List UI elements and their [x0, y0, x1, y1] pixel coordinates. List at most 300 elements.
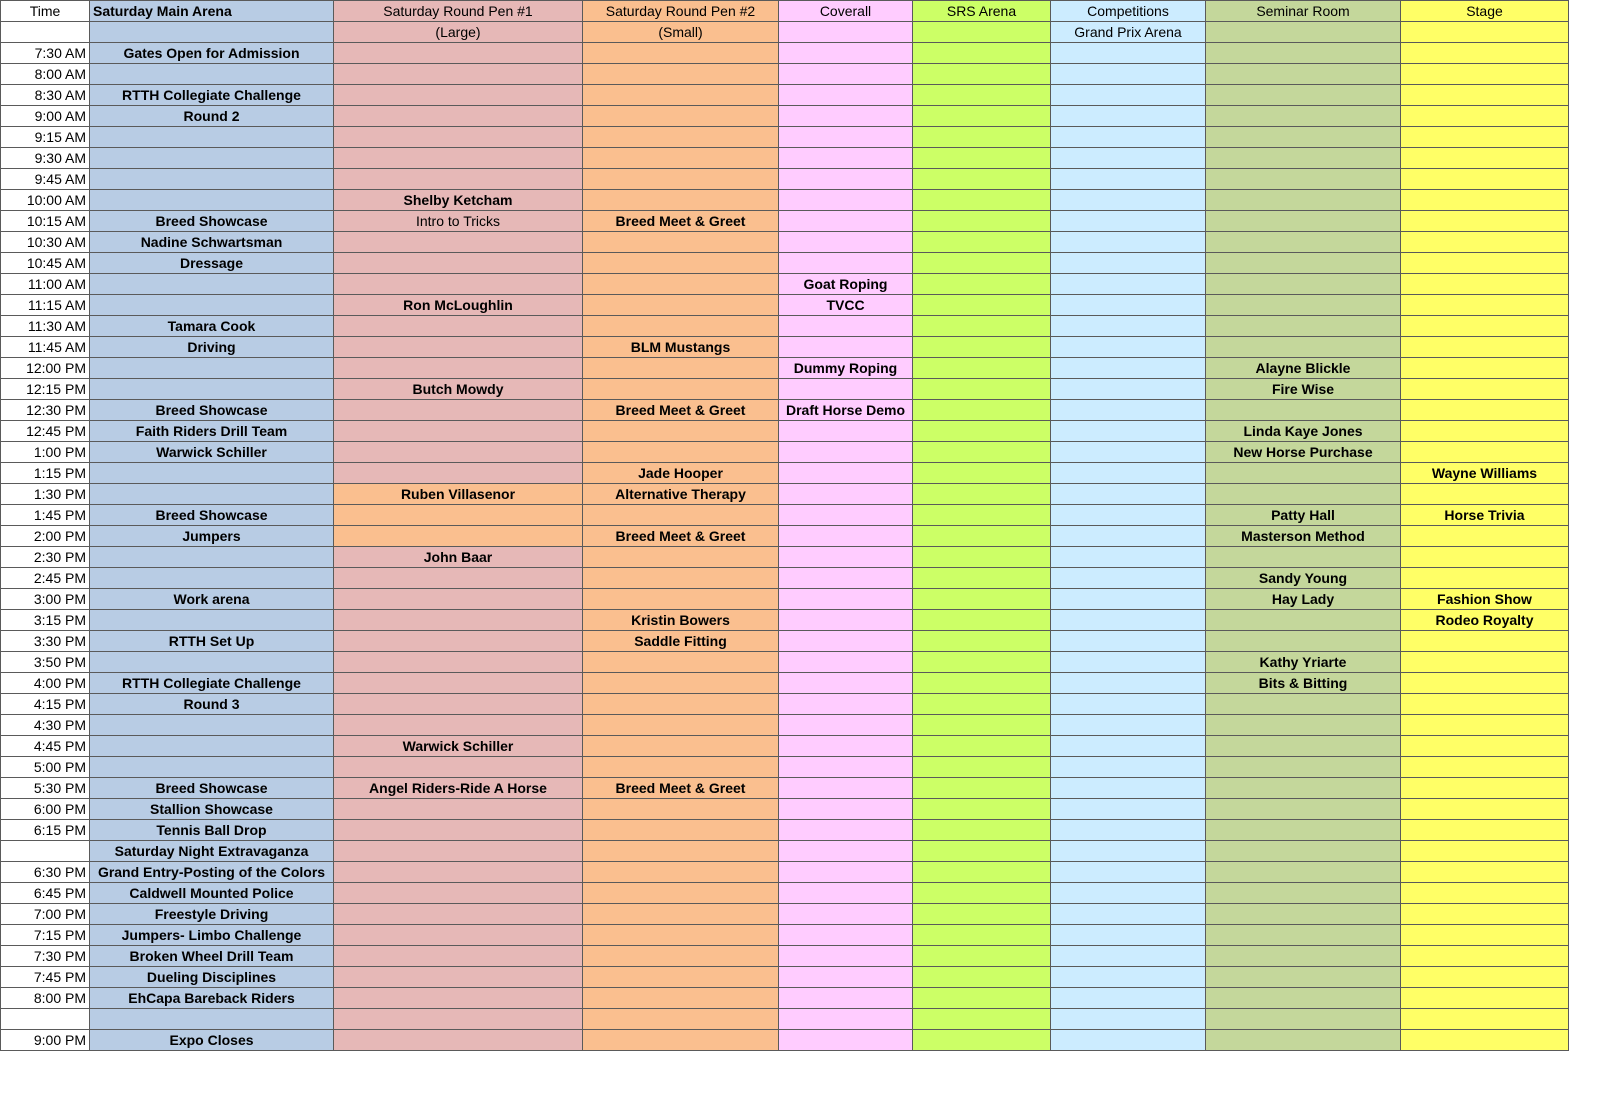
schedule-cell[interactable]	[583, 862, 779, 883]
schedule-cell[interactable]	[583, 1030, 779, 1051]
schedule-cell[interactable]	[1206, 694, 1401, 715]
column-header[interactable]: Time	[1, 1, 90, 22]
schedule-cell[interactable]	[1206, 883, 1401, 904]
schedule-cell[interactable]	[1051, 862, 1206, 883]
schedule-cell[interactable]	[1206, 715, 1401, 736]
column-subheader[interactable]: (Large)	[334, 22, 583, 43]
schedule-cell[interactable]	[583, 568, 779, 589]
schedule-cell[interactable]: Breed Showcase	[90, 211, 334, 232]
schedule-cell[interactable]	[1051, 799, 1206, 820]
schedule-cell[interactable]: Butch Mowdy	[334, 379, 583, 400]
schedule-cell[interactable]	[779, 946, 913, 967]
schedule-cell[interactable]	[1051, 64, 1206, 85]
schedule-cell[interactable]	[1401, 883, 1569, 904]
schedule-cell[interactable]	[1206, 337, 1401, 358]
schedule-cell[interactable]	[583, 925, 779, 946]
schedule-cell[interactable]	[583, 988, 779, 1009]
schedule-cell[interactable]	[913, 421, 1051, 442]
schedule-cell[interactable]	[779, 673, 913, 694]
schedule-cell[interactable]	[1206, 757, 1401, 778]
schedule-cell[interactable]: Kristin Bowers	[583, 610, 779, 631]
time-cell[interactable]: 3:15 PM	[1, 610, 90, 631]
schedule-cell[interactable]: Breed Showcase	[90, 505, 334, 526]
schedule-cell[interactable]	[913, 400, 1051, 421]
schedule-cell[interactable]	[1051, 232, 1206, 253]
schedule-cell[interactable]	[913, 589, 1051, 610]
schedule-cell[interactable]	[1401, 715, 1569, 736]
time-cell[interactable]: 12:30 PM	[1, 400, 90, 421]
schedule-cell[interactable]	[1401, 106, 1569, 127]
schedule-cell[interactable]: Work arena	[90, 589, 334, 610]
time-cell[interactable]: 10:30 AM	[1, 232, 90, 253]
schedule-cell[interactable]	[583, 715, 779, 736]
time-cell[interactable]: 10:15 AM	[1, 211, 90, 232]
schedule-cell[interactable]	[1051, 736, 1206, 757]
schedule-cell[interactable]	[1401, 316, 1569, 337]
time-cell[interactable]: 8:00 PM	[1, 988, 90, 1009]
schedule-cell[interactable]: Wayne Williams	[1401, 463, 1569, 484]
schedule-cell[interactable]: Breed Meet & Greet	[583, 526, 779, 547]
time-cell[interactable]: 3:50 PM	[1, 652, 90, 673]
column-header[interactable]: Stage	[1401, 1, 1569, 22]
schedule-cell[interactable]: Hay Lady	[1206, 589, 1401, 610]
schedule-cell[interactable]	[779, 631, 913, 652]
schedule-cell[interactable]	[1206, 610, 1401, 631]
schedule-cell[interactable]	[1051, 1009, 1206, 1030]
schedule-cell[interactable]	[779, 337, 913, 358]
schedule-cell[interactable]	[779, 799, 913, 820]
schedule-cell[interactable]	[913, 358, 1051, 379]
column-header[interactable]: Seminar Room	[1206, 1, 1401, 22]
schedule-cell[interactable]	[334, 127, 583, 148]
schedule-cell[interactable]	[913, 1009, 1051, 1030]
schedule-cell[interactable]	[583, 127, 779, 148]
schedule-cell[interactable]	[1206, 841, 1401, 862]
schedule-cell[interactable]	[779, 904, 913, 925]
schedule-cell[interactable]	[90, 610, 334, 631]
schedule-cell[interactable]	[779, 1009, 913, 1030]
schedule-cell[interactable]	[1401, 526, 1569, 547]
schedule-cell[interactable]	[779, 547, 913, 568]
schedule-cell[interactable]	[1051, 463, 1206, 484]
schedule-cell[interactable]	[913, 274, 1051, 295]
schedule-cell[interactable]: Alternative Therapy	[583, 484, 779, 505]
schedule-cell[interactable]: Rodeo Royalty	[1401, 610, 1569, 631]
schedule-cell[interactable]: Sandy Young	[1206, 568, 1401, 589]
schedule-cell[interactable]	[1401, 43, 1569, 64]
time-cell[interactable]: 4:30 PM	[1, 715, 90, 736]
schedule-cell[interactable]	[583, 64, 779, 85]
schedule-cell[interactable]: Saturday Night Extravaganza	[90, 841, 334, 862]
schedule-cell[interactable]	[1206, 925, 1401, 946]
schedule-cell[interactable]: Angel Riders-Ride A Horse	[334, 778, 583, 799]
schedule-cell[interactable]: Jade Hooper	[583, 463, 779, 484]
schedule-cell[interactable]	[779, 169, 913, 190]
schedule-cell[interactable]	[1401, 799, 1569, 820]
schedule-cell[interactable]	[779, 526, 913, 547]
schedule-cell[interactable]	[583, 946, 779, 967]
schedule-cell[interactable]	[1051, 316, 1206, 337]
schedule-cell[interactable]	[779, 568, 913, 589]
schedule-cell[interactable]	[1051, 274, 1206, 295]
schedule-cell[interactable]: Ruben Villasenor	[334, 484, 583, 505]
schedule-cell[interactable]	[913, 925, 1051, 946]
schedule-cell[interactable]	[334, 610, 583, 631]
schedule-cell[interactable]: Breed Showcase	[90, 778, 334, 799]
schedule-cell[interactable]	[1206, 169, 1401, 190]
schedule-cell[interactable]	[334, 358, 583, 379]
schedule-cell[interactable]	[1401, 337, 1569, 358]
column-header[interactable]: Saturday Main Arena	[90, 1, 334, 22]
schedule-cell[interactable]	[1206, 295, 1401, 316]
schedule-cell[interactable]	[1051, 358, 1206, 379]
schedule-cell[interactable]: RTTH Collegiate Challenge	[90, 85, 334, 106]
schedule-cell[interactable]	[1051, 400, 1206, 421]
schedule-cell[interactable]	[583, 883, 779, 904]
time-cell[interactable]: 11:45 AM	[1, 337, 90, 358]
schedule-cell[interactable]: Linda Kaye Jones	[1206, 421, 1401, 442]
time-cell[interactable]: 9:30 AM	[1, 148, 90, 169]
schedule-cell[interactable]: Driving	[90, 337, 334, 358]
time-cell[interactable]: 4:15 PM	[1, 694, 90, 715]
schedule-cell[interactable]	[583, 85, 779, 106]
schedule-cell[interactable]	[334, 337, 583, 358]
schedule-cell[interactable]	[334, 253, 583, 274]
schedule-cell[interactable]	[334, 631, 583, 652]
column-subheader[interactable]	[1206, 22, 1401, 43]
schedule-cell[interactable]	[913, 841, 1051, 862]
schedule-cell[interactable]: Broken Wheel Drill Team	[90, 946, 334, 967]
column-subheader[interactable]	[1, 22, 90, 43]
schedule-cell[interactable]	[779, 652, 913, 673]
schedule-cell[interactable]	[1051, 148, 1206, 169]
time-cell[interactable]: 9:00 AM	[1, 106, 90, 127]
schedule-cell[interactable]: Intro to Tricks	[334, 211, 583, 232]
schedule-cell[interactable]	[90, 1009, 334, 1030]
schedule-cell[interactable]	[1401, 988, 1569, 1009]
schedule-cell[interactable]	[1051, 421, 1206, 442]
schedule-cell[interactable]: Fire Wise	[1206, 379, 1401, 400]
schedule-cell[interactable]	[913, 568, 1051, 589]
schedule-cell[interactable]	[90, 547, 334, 568]
schedule-cell[interactable]	[583, 589, 779, 610]
schedule-cell[interactable]	[779, 316, 913, 337]
schedule-cell[interactable]	[1401, 295, 1569, 316]
schedule-cell[interactable]	[334, 946, 583, 967]
time-cell[interactable]: 11:15 AM	[1, 295, 90, 316]
schedule-cell[interactable]	[583, 757, 779, 778]
schedule-cell[interactable]	[1401, 736, 1569, 757]
schedule-cell[interactable]	[1051, 757, 1206, 778]
schedule-cell[interactable]: Kathy Yriarte	[1206, 652, 1401, 673]
schedule-cell[interactable]: Alayne Blickle	[1206, 358, 1401, 379]
schedule-cell[interactable]	[1206, 253, 1401, 274]
schedule-cell[interactable]	[334, 757, 583, 778]
schedule-cell[interactable]	[583, 820, 779, 841]
schedule-cell[interactable]	[90, 148, 334, 169]
schedule-cell[interactable]	[1401, 568, 1569, 589]
schedule-cell[interactable]	[1401, 631, 1569, 652]
schedule-cell[interactable]	[1401, 379, 1569, 400]
schedule-cell[interactable]	[583, 106, 779, 127]
time-cell[interactable]: 2:00 PM	[1, 526, 90, 547]
schedule-cell[interactable]	[913, 799, 1051, 820]
schedule-cell[interactable]: Shelby Ketcham	[334, 190, 583, 211]
schedule-cell[interactable]	[1051, 505, 1206, 526]
schedule-cell[interactable]	[1051, 211, 1206, 232]
column-header[interactable]: SRS Arena	[913, 1, 1051, 22]
schedule-cell[interactable]	[583, 295, 779, 316]
schedule-cell[interactable]	[1051, 967, 1206, 988]
schedule-cell[interactable]	[779, 64, 913, 85]
schedule-cell[interactable]	[1401, 253, 1569, 274]
column-subheader[interactable]	[913, 22, 1051, 43]
time-cell[interactable]: 2:45 PM	[1, 568, 90, 589]
schedule-cell[interactable]	[334, 694, 583, 715]
schedule-cell[interactable]: Patty Hall	[1206, 505, 1401, 526]
schedule-cell[interactable]	[1401, 127, 1569, 148]
schedule-cell[interactable]	[913, 631, 1051, 652]
schedule-cell[interactable]	[779, 862, 913, 883]
schedule-cell[interactable]	[1206, 1009, 1401, 1030]
schedule-cell[interactable]	[334, 715, 583, 736]
schedule-cell[interactable]	[913, 862, 1051, 883]
schedule-cell[interactable]	[913, 148, 1051, 169]
schedule-cell[interactable]	[913, 946, 1051, 967]
schedule-cell[interactable]	[913, 547, 1051, 568]
schedule-cell[interactable]	[334, 148, 583, 169]
time-cell[interactable]: 6:00 PM	[1, 799, 90, 820]
schedule-cell[interactable]	[1051, 904, 1206, 925]
schedule-cell[interactable]	[334, 505, 583, 526]
schedule-cell[interactable]	[583, 43, 779, 64]
schedule-cell[interactable]	[913, 967, 1051, 988]
schedule-cell[interactable]	[913, 169, 1051, 190]
time-cell[interactable]: 9:15 AM	[1, 127, 90, 148]
schedule-cell[interactable]	[583, 652, 779, 673]
schedule-cell[interactable]	[1206, 85, 1401, 106]
schedule-cell[interactable]	[583, 841, 779, 862]
column-subheader[interactable]	[779, 22, 913, 43]
schedule-cell[interactable]	[779, 757, 913, 778]
schedule-cell[interactable]	[1051, 106, 1206, 127]
time-cell[interactable]: 7:30 AM	[1, 43, 90, 64]
schedule-cell[interactable]: John Baar	[334, 547, 583, 568]
schedule-cell[interactable]	[779, 106, 913, 127]
schedule-cell[interactable]: Dueling Disciplines	[90, 967, 334, 988]
schedule-cell[interactable]	[1051, 715, 1206, 736]
time-cell[interactable]: 7:30 PM	[1, 946, 90, 967]
schedule-cell[interactable]	[1051, 841, 1206, 862]
schedule-cell[interactable]	[913, 211, 1051, 232]
schedule-cell[interactable]	[1206, 64, 1401, 85]
schedule-cell[interactable]	[1051, 1030, 1206, 1051]
schedule-cell[interactable]	[334, 1030, 583, 1051]
schedule-cell[interactable]	[334, 841, 583, 862]
schedule-cell[interactable]	[583, 673, 779, 694]
schedule-cell[interactable]	[1401, 1030, 1569, 1051]
schedule-cell[interactable]	[1401, 400, 1569, 421]
schedule-cell[interactable]	[779, 379, 913, 400]
time-cell[interactable]: 7:45 PM	[1, 967, 90, 988]
schedule-cell[interactable]	[779, 715, 913, 736]
schedule-cell[interactable]	[913, 337, 1051, 358]
schedule-cell[interactable]	[334, 967, 583, 988]
schedule-cell[interactable]	[779, 589, 913, 610]
time-cell[interactable]: 10:45 AM	[1, 253, 90, 274]
schedule-cell[interactable]: RTTH Collegiate Challenge	[90, 673, 334, 694]
schedule-cell[interactable]	[779, 463, 913, 484]
schedule-cell[interactable]	[90, 463, 334, 484]
schedule-cell[interactable]	[1051, 610, 1206, 631]
schedule-cell[interactable]	[334, 442, 583, 463]
time-cell[interactable]: 10:00 AM	[1, 190, 90, 211]
schedule-cell[interactable]	[1401, 694, 1569, 715]
schedule-cell[interactable]	[913, 484, 1051, 505]
schedule-cell[interactable]	[90, 379, 334, 400]
schedule-cell[interactable]: Caldwell Mounted Police	[90, 883, 334, 904]
schedule-cell[interactable]	[334, 274, 583, 295]
schedule-cell[interactable]	[779, 43, 913, 64]
schedule-cell[interactable]	[583, 1009, 779, 1030]
schedule-cell[interactable]: Warwick Schiller	[334, 736, 583, 757]
schedule-cell[interactable]	[1051, 379, 1206, 400]
schedule-cell[interactable]	[1206, 127, 1401, 148]
schedule-cell[interactable]	[1206, 799, 1401, 820]
schedule-cell[interactable]	[1401, 1009, 1569, 1030]
schedule-cell[interactable]: Breed Meet & Greet	[583, 400, 779, 421]
schedule-cell[interactable]: Round 2	[90, 106, 334, 127]
schedule-cell[interactable]: Grand Entry-Posting of the Colors	[90, 862, 334, 883]
schedule-cell[interactable]: Masterson Method	[1206, 526, 1401, 547]
schedule-cell[interactable]	[913, 127, 1051, 148]
schedule-cell[interactable]	[779, 1030, 913, 1051]
schedule-cell[interactable]	[779, 967, 913, 988]
schedule-cell[interactable]	[1051, 169, 1206, 190]
column-header[interactable]: Coverall	[779, 1, 913, 22]
schedule-cell[interactable]	[913, 694, 1051, 715]
schedule-cell[interactable]	[1051, 526, 1206, 547]
schedule-cell[interactable]	[913, 232, 1051, 253]
schedule-cell[interactable]	[334, 463, 583, 484]
schedule-cell[interactable]	[1401, 673, 1569, 694]
schedule-cell[interactable]	[583, 358, 779, 379]
schedule-cell[interactable]	[334, 316, 583, 337]
schedule-cell[interactable]	[1206, 988, 1401, 1009]
schedule-cell[interactable]: Jumpers	[90, 526, 334, 547]
schedule-cell[interactable]	[779, 211, 913, 232]
schedule-cell[interactable]	[913, 736, 1051, 757]
schedule-cell[interactable]	[913, 253, 1051, 274]
schedule-cell[interactable]	[1401, 421, 1569, 442]
schedule-cell[interactable]	[583, 694, 779, 715]
schedule-cell[interactable]	[334, 64, 583, 85]
schedule-cell[interactable]	[583, 799, 779, 820]
schedule-cell[interactable]	[90, 757, 334, 778]
time-cell[interactable]	[1, 841, 90, 862]
schedule-cell[interactable]	[1051, 589, 1206, 610]
time-cell[interactable]: 5:30 PM	[1, 778, 90, 799]
schedule-cell[interactable]	[1051, 778, 1206, 799]
schedule-cell[interactable]	[90, 358, 334, 379]
schedule-cell[interactable]	[1401, 967, 1569, 988]
schedule-cell[interactable]	[913, 64, 1051, 85]
schedule-cell[interactable]	[913, 673, 1051, 694]
schedule-cell[interactable]	[913, 820, 1051, 841]
schedule-cell[interactable]: Expo Closes	[90, 1030, 334, 1051]
schedule-cell[interactable]: BLM Mustangs	[583, 337, 779, 358]
schedule-cell[interactable]	[90, 736, 334, 757]
time-cell[interactable]: 3:00 PM	[1, 589, 90, 610]
schedule-cell[interactable]	[779, 421, 913, 442]
time-cell[interactable]: 3:30 PM	[1, 631, 90, 652]
time-cell[interactable]: 11:30 AM	[1, 316, 90, 337]
time-cell[interactable]: 1:45 PM	[1, 505, 90, 526]
schedule-cell[interactable]: Faith Riders Drill Team	[90, 421, 334, 442]
schedule-cell[interactable]	[583, 442, 779, 463]
time-cell[interactable]: 6:30 PM	[1, 862, 90, 883]
schedule-cell[interactable]	[1206, 211, 1401, 232]
schedule-cell[interactable]	[913, 904, 1051, 925]
schedule-cell[interactable]: RTTH Set Up	[90, 631, 334, 652]
schedule-cell[interactable]	[334, 589, 583, 610]
schedule-cell[interactable]	[779, 484, 913, 505]
schedule-cell[interactable]	[1401, 820, 1569, 841]
schedule-cell[interactable]	[1051, 190, 1206, 211]
schedule-cell[interactable]: Dressage	[90, 253, 334, 274]
schedule-cell[interactable]: Breed Meet & Greet	[583, 778, 779, 799]
schedule-cell[interactable]	[1051, 127, 1206, 148]
schedule-cell[interactable]	[779, 253, 913, 274]
schedule-cell[interactable]: Draft Horse Demo	[779, 400, 913, 421]
schedule-cell[interactable]	[1206, 967, 1401, 988]
schedule-cell[interactable]: Jumpers- Limbo Challenge	[90, 925, 334, 946]
schedule-cell[interactable]	[90, 295, 334, 316]
schedule-cell[interactable]	[583, 190, 779, 211]
schedule-cell[interactable]	[913, 295, 1051, 316]
schedule-cell[interactable]	[334, 1009, 583, 1030]
schedule-cell[interactable]	[1051, 484, 1206, 505]
schedule-cell[interactable]	[1051, 820, 1206, 841]
column-header[interactable]: Saturday Round Pen #1	[334, 1, 583, 22]
time-cell[interactable]: 7:00 PM	[1, 904, 90, 925]
schedule-cell[interactable]: New Horse Purchase	[1206, 442, 1401, 463]
schedule-cell[interactable]	[334, 673, 583, 694]
schedule-cell[interactable]	[1401, 232, 1569, 253]
schedule-cell[interactable]	[334, 421, 583, 442]
schedule-cell[interactable]	[913, 505, 1051, 526]
schedule-cell[interactable]	[1401, 862, 1569, 883]
schedule-cell[interactable]	[90, 652, 334, 673]
time-cell[interactable]: 1:00 PM	[1, 442, 90, 463]
schedule-cell[interactable]	[1206, 736, 1401, 757]
schedule-cell[interactable]	[90, 127, 334, 148]
time-cell[interactable]: 5:00 PM	[1, 757, 90, 778]
column-header[interactable]: Competitions	[1051, 1, 1206, 22]
schedule-cell[interactable]	[913, 988, 1051, 1009]
schedule-cell[interactable]	[1206, 106, 1401, 127]
schedule-cell[interactable]	[1051, 547, 1206, 568]
schedule-cell[interactable]	[1051, 883, 1206, 904]
schedule-cell[interactable]	[1051, 925, 1206, 946]
schedule-cell[interactable]	[1401, 841, 1569, 862]
schedule-cell[interactable]	[913, 1030, 1051, 1051]
schedule-cell[interactable]	[90, 274, 334, 295]
schedule-cell[interactable]: Breed Meet & Greet	[583, 211, 779, 232]
schedule-cell[interactable]	[1206, 484, 1401, 505]
schedule-cell[interactable]	[90, 190, 334, 211]
schedule-cell[interactable]	[913, 757, 1051, 778]
